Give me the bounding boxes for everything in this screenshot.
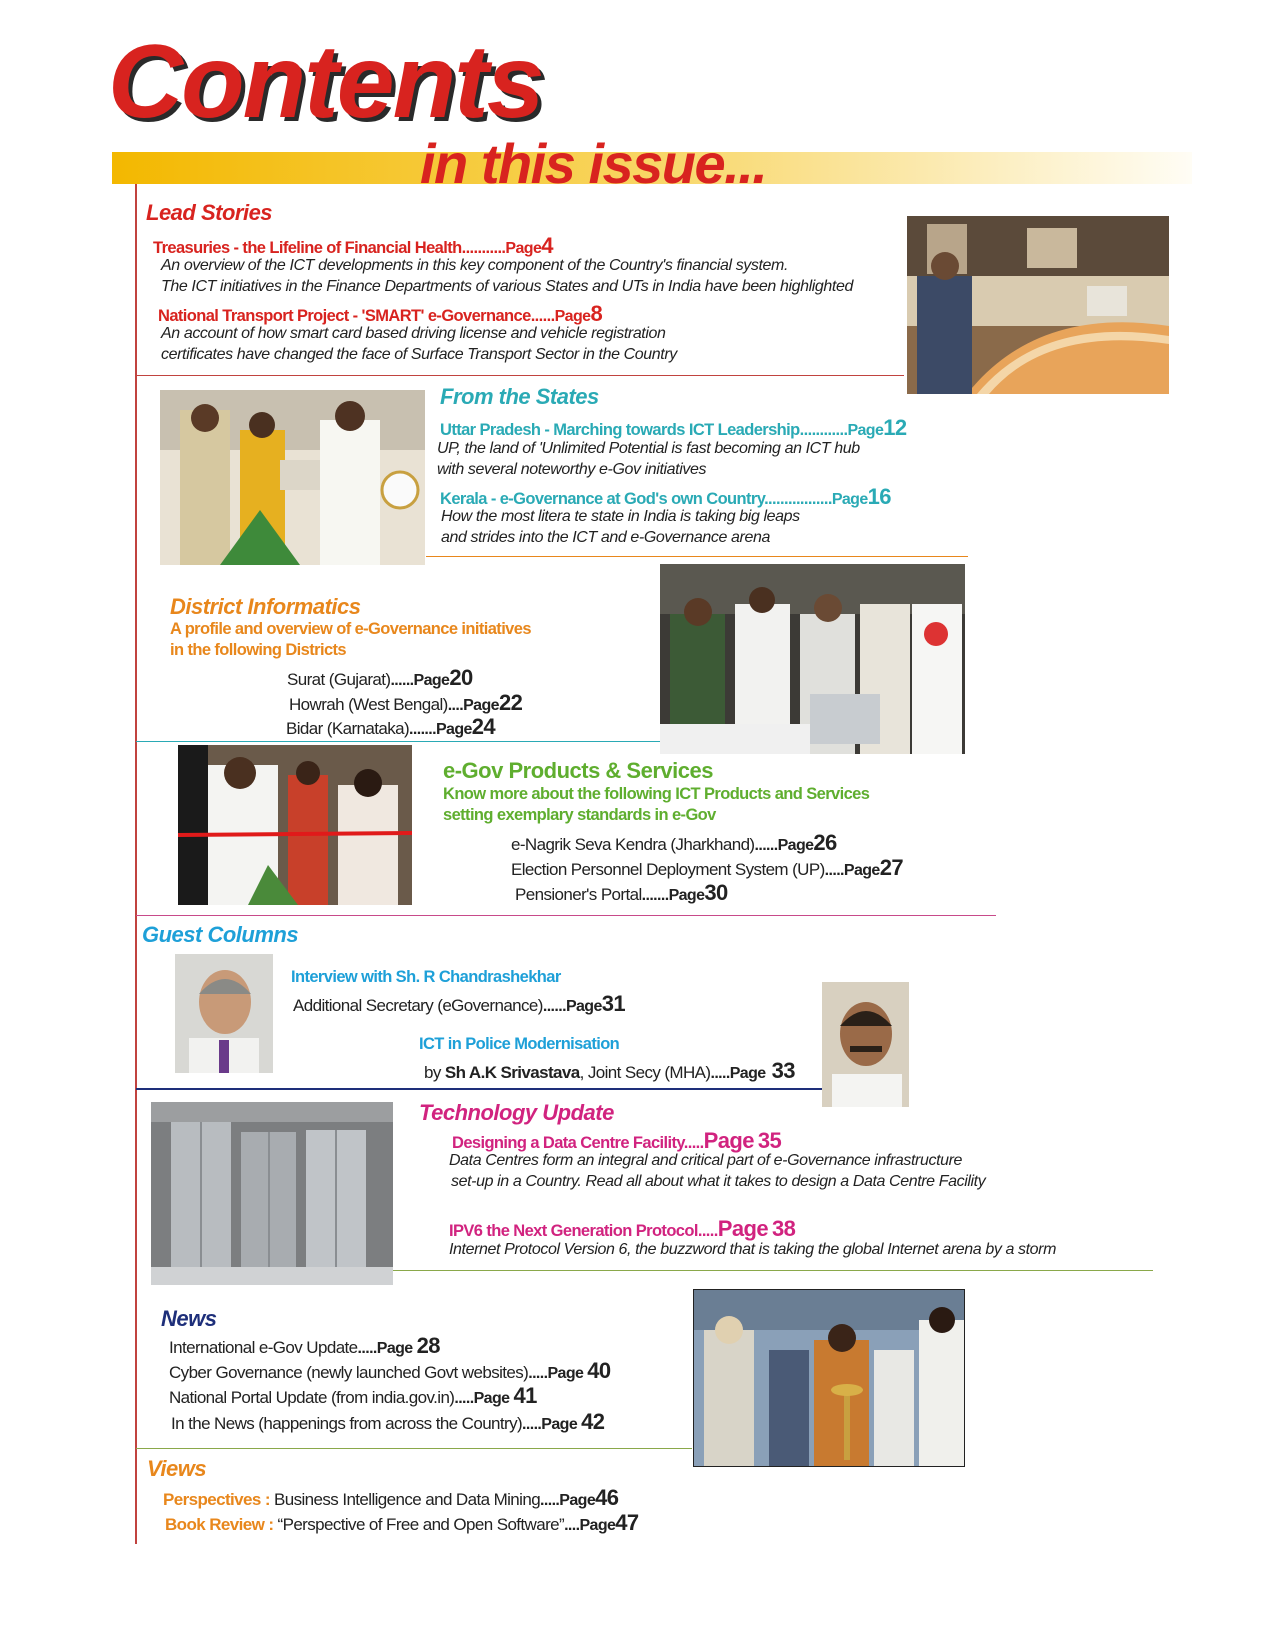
egov-item-pensioner[interactable]: Pensioner's Portal.......Page30 xyxy=(515,880,728,905)
district-subtitle: in the following Districts xyxy=(170,641,346,659)
section-views: Views xyxy=(147,1456,207,1481)
article-desc: and strides into the ICT and e-Governance arena xyxy=(441,529,770,546)
article-desc: UP, the land of 'Unlimited Potential is fast becoming an ICT hub xyxy=(437,440,860,457)
section-technology-update: Technology Update xyxy=(419,1100,614,1125)
article-national-transport[interactable]: National Transport Project - 'SMART' e-Governance......Page8 xyxy=(158,301,603,326)
article-desc: The ICT initiatives in the Finance Departments of various States and UTs in India have been highlighted xyxy=(161,278,853,295)
section-from-the-states: From the States xyxy=(440,384,599,409)
news-item-international[interactable]: International e-Gov Update.....Page 28 xyxy=(169,1333,440,1358)
article-desc: with several noteworthy e-Gov initiatives xyxy=(437,461,707,478)
photo-treasury-office xyxy=(907,216,1169,394)
article-ipv6[interactable]: IPV6 the Next Generation Protocol.....Page 38 xyxy=(449,1216,796,1241)
section-news: News xyxy=(161,1306,217,1331)
article-data-centre[interactable]: Designing a Data Centre Facility.....Page 35 xyxy=(452,1128,782,1153)
page-subtitle: in this issue... xyxy=(420,132,767,195)
egov-subtitle: setting exemplary standards in e-Gov xyxy=(443,806,716,824)
guest-interview-entry[interactable]: Additional Secretary (eGovernance)......Page31 xyxy=(293,991,626,1016)
page-title: Contents xyxy=(108,24,543,140)
article-desc: Data Centres form an integral and critical part of e-Governance infrastructure xyxy=(449,1152,963,1169)
divider xyxy=(136,1088,822,1090)
photo-data-centre xyxy=(151,1102,393,1285)
views-item-perspectives[interactable]: Perspectives : Business Intelligence and Data Mining.....Page46 xyxy=(163,1485,619,1510)
section-egov-products: e-Gov Products & Services xyxy=(443,758,713,783)
news-item-cyber[interactable]: Cyber Governance (newly launched Govt websites).....Page 40 xyxy=(169,1358,611,1383)
guest-police-entry[interactable]: by Sh A.K Srivastava, Joint Secy (MHA).....Page 33 xyxy=(424,1058,795,1083)
egov-item-nagrik[interactable]: e-Nagrik Seva Kendra (Jharkhand)......Page26 xyxy=(511,830,837,855)
divider xyxy=(136,741,660,742)
district-item-howrah[interactable]: Howrah (West Bengal)....Page22 xyxy=(289,690,523,715)
district-item-surat[interactable]: Surat (Gujarat)......Page20 xyxy=(287,665,473,690)
article-uttar-pradesh[interactable]: Uttar Pradesh - Marching towards ICT Leadership............Page12 xyxy=(440,415,907,440)
photo-states-event xyxy=(160,390,425,565)
guest-interview-title: Interview with Sh. R Chandrashekhar xyxy=(291,968,561,986)
news-item-national-portal[interactable]: National Portal Update (from india.gov.in).....Page 41 xyxy=(169,1383,537,1408)
article-desc: Internet Protocol Version 6, the buzzword that is taking the global Internet arena by a storm xyxy=(449,1241,1057,1258)
divider xyxy=(393,1270,1153,1271)
photo-srivastava xyxy=(822,982,909,1107)
article-desc: set-up in a Country. Read all about what it takes to design a Data Centre Facility xyxy=(451,1173,986,1190)
photo-district-visit xyxy=(660,564,965,754)
views-item-book-review[interactable]: Book Review : “Perspective of Free and Open Software”....Page47 xyxy=(165,1510,639,1535)
article-desc: certificates have changed the face of Surface Transport Sector in the Country xyxy=(161,346,677,363)
divider xyxy=(136,1448,692,1449)
article-desc: An account of how smart card based driving license and vehicle registration xyxy=(161,325,666,342)
divider xyxy=(136,915,996,916)
article-treasuries[interactable]: Treasuries - the Lifeline of Financial Health...........Page4 xyxy=(153,233,553,258)
photo-lamp-lighting xyxy=(693,1289,965,1467)
section-district-informatics: District Informatics xyxy=(170,594,361,619)
egov-subtitle: Know more about the following ICT Products and Services xyxy=(443,785,870,803)
section-guest-columns: Guest Columns xyxy=(142,922,299,947)
left-rule xyxy=(135,184,137,1544)
divider xyxy=(136,375,904,376)
section-lead-stories: Lead Stories xyxy=(146,200,273,225)
divider xyxy=(426,556,968,557)
news-item-in-the-news[interactable]: In the News (happenings from across the Country).....Page 42 xyxy=(171,1409,605,1434)
article-desc: An overview of the ICT developments in this key component of the Country's financial system. xyxy=(161,257,789,274)
article-desc: How the most litera te state in India is taking big leaps xyxy=(441,508,800,525)
egov-item-election[interactable]: Election Personnel Deployment System (UP).....Page27 xyxy=(511,855,904,880)
guest-police-title: ICT in Police Modernisation xyxy=(419,1035,620,1053)
district-subtitle: A profile and overview of e-Governance initiatives xyxy=(170,620,531,638)
article-kerala[interactable]: Kerala - e-Governance at God's own Country.................Page16 xyxy=(440,484,891,509)
photo-chandrashekhar xyxy=(175,954,273,1073)
district-item-bidar[interactable]: Bidar (Karnataka).......Page24 xyxy=(286,714,496,739)
photo-ribbon-cutting xyxy=(178,745,412,905)
